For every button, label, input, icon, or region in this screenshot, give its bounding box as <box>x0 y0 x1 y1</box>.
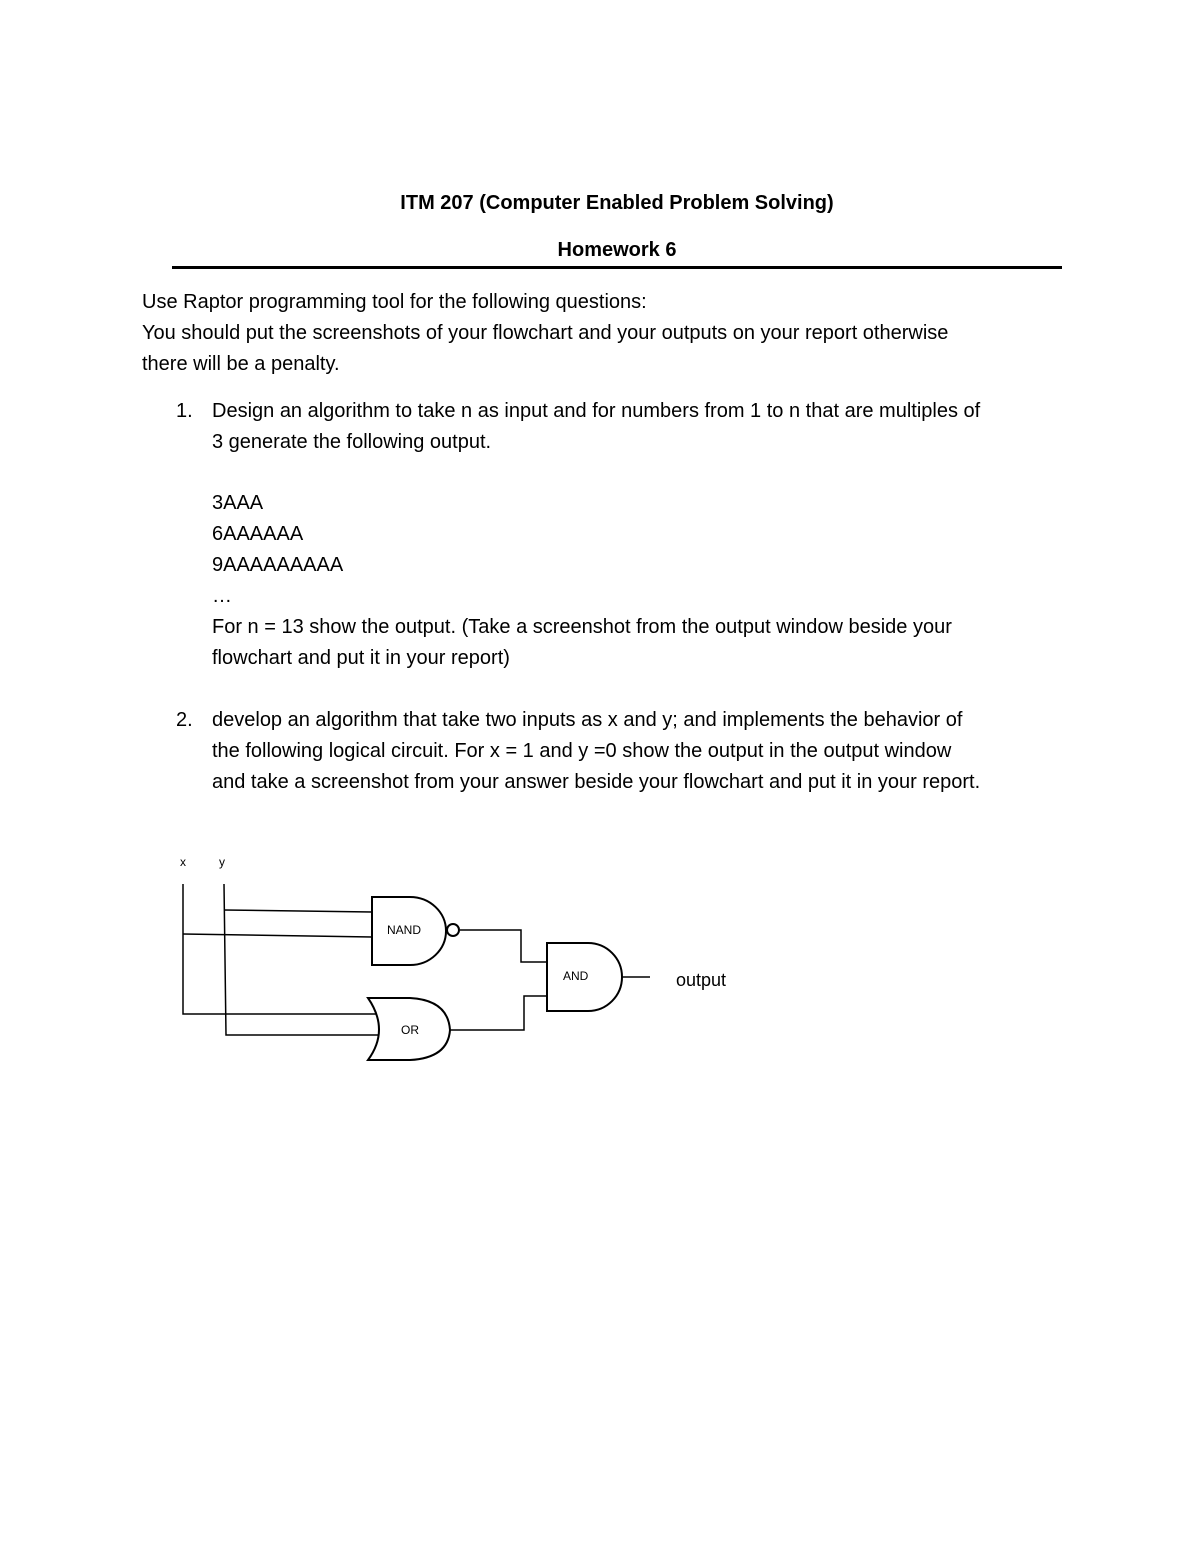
input-y-wire <box>224 884 378 1035</box>
question-1-line-2: 3 generate the following output. <box>212 431 492 453</box>
intro-line-2: You should put the screenshots of your flowchart and your outputs on your report otherwise <box>142 322 949 344</box>
example-output-line: 9AAAAAAAAA <box>212 554 344 576</box>
and-gate-label: AND <box>563 969 589 983</box>
question-1-instruction-line-2: flowchart and put it in your report) <box>212 647 510 669</box>
or-to-and-wire <box>450 996 547 1030</box>
nand-to-and-wire <box>460 930 547 962</box>
question-1-instruction-line-1: For n = 13 show the output. (Take a screenshot from the output window beside your <box>212 616 952 638</box>
intro-line-3: there will be a penalty. <box>142 353 340 375</box>
intro-line-1: Use Raptor programming tool for the following questions: <box>142 291 647 313</box>
x-to-nand-wire <box>183 934 372 937</box>
question-2-line-3: and take a screenshot from your answer beside your flowchart and put it in your report. <box>212 771 981 793</box>
question-1-line-1: Design an algorithm to take n as input and for numbers from 1 to n that are multiples of <box>212 400 981 422</box>
nand-bubble <box>447 924 459 936</box>
or-gate-label: OR <box>401 1023 419 1037</box>
input-x-wire <box>183 884 378 1014</box>
document-subtitle: Homework 6 <box>557 239 677 261</box>
question-2-line-2: the following logical circuit. For x = 1 and y =0 show the output in the output window <box>212 740 952 762</box>
document-title: ITM 207 (Computer Enabled Problem Solving) <box>400 192 834 214</box>
output-label: output <box>676 970 727 990</box>
input-y-label: y <box>219 855 225 869</box>
example-output-ellipsis: … <box>212 585 232 607</box>
question-2-number: 2. <box>176 709 193 731</box>
question-1-number: 1. <box>176 400 193 422</box>
question-2-line-1: develop an algorithm that take two inputs as x and y; and implements the behavior of <box>212 709 963 731</box>
y-to-nand-wire <box>224 910 372 912</box>
input-x-label: x <box>180 855 186 869</box>
nand-gate-label: NAND <box>387 923 422 937</box>
example-output-line: 6AAAAAA <box>212 523 304 545</box>
example-output-line: 3AAA <box>212 492 264 514</box>
